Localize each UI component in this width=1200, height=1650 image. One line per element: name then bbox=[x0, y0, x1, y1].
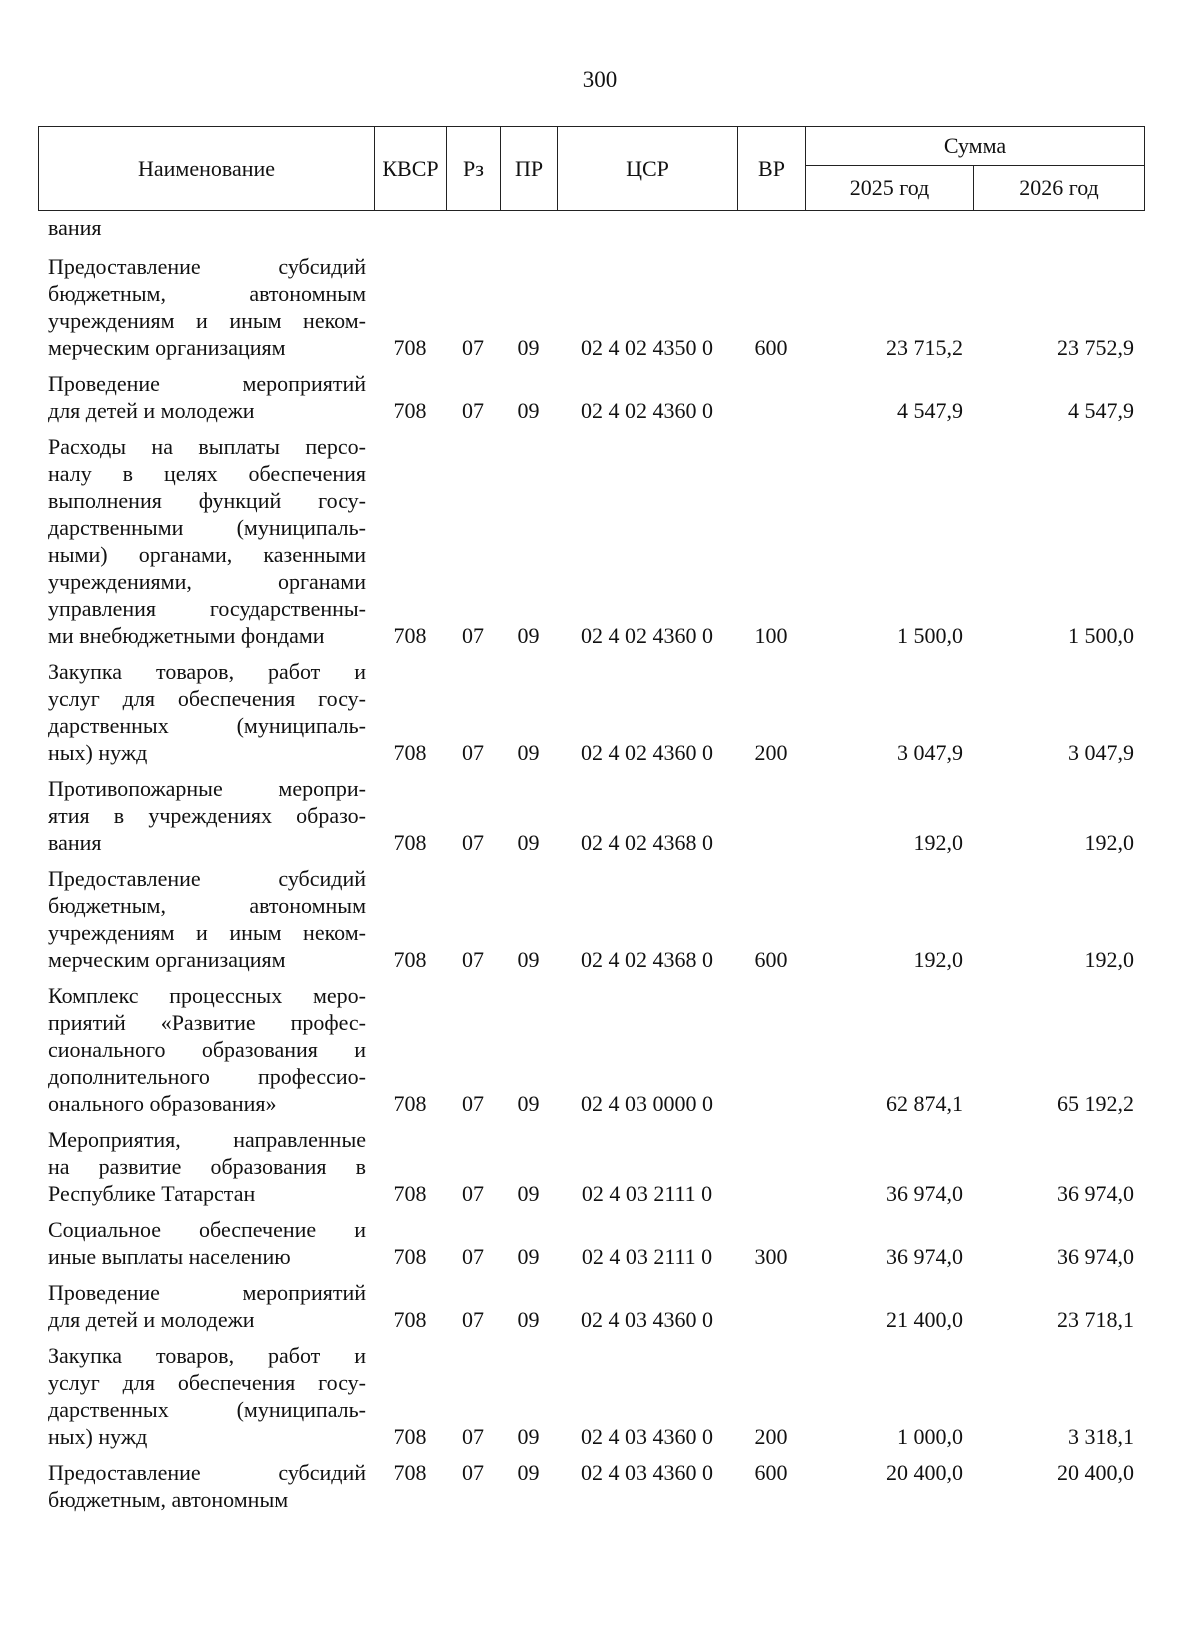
table-row bbox=[38, 1279, 1144, 1342]
row-kvsr: 708 bbox=[393, 335, 427, 360]
row-name-line: услуг для обеспечения госу- bbox=[48, 1370, 366, 1395]
row-name-line: ми внебюджетными фондами bbox=[48, 623, 325, 648]
row-pr: 09 bbox=[517, 740, 540, 765]
row-amount-2026: 192,0 bbox=[1084, 830, 1134, 855]
row-rz: 07 bbox=[462, 1460, 484, 1485]
row-name-line: налу в целях обеспечения bbox=[48, 461, 366, 486]
row-name bbox=[38, 253, 374, 370]
row-pr: 09 bbox=[517, 1244, 540, 1269]
continuation-text: вания bbox=[48, 215, 102, 240]
row-rz: 07 bbox=[462, 1424, 484, 1449]
table-row bbox=[38, 775, 1144, 865]
row-rz: 07 bbox=[462, 335, 484, 360]
row-amount-2026: 23 752,9 bbox=[1057, 335, 1134, 360]
row-kvsr: 708 bbox=[393, 1307, 427, 1332]
row-kvsr: 708 bbox=[393, 1181, 427, 1206]
row-kvsr: 708 bbox=[393, 740, 427, 765]
row-name bbox=[38, 775, 374, 865]
row-pr: 09 bbox=[517, 830, 540, 855]
row-csr: 02 4 03 2111 0 bbox=[581, 1244, 713, 1269]
row-kvsr: 708 bbox=[393, 1424, 427, 1449]
table-row bbox=[38, 433, 1144, 658]
header-kvsr: КВСР bbox=[375, 127, 447, 211]
row-kvsr: 708 bbox=[393, 830, 427, 855]
row-name-line: для детей и молодежи bbox=[48, 1307, 255, 1332]
row-amount-2026: 1 500,0 bbox=[1068, 623, 1134, 648]
row-vr: 600 bbox=[754, 947, 788, 972]
table-row bbox=[38, 865, 1144, 982]
row-name-line: учреждениям и иным неком- bbox=[48, 308, 366, 333]
header-csr: ЦСР bbox=[558, 127, 738, 211]
row-amount-2025: 1 500,0 bbox=[897, 623, 963, 648]
row-name bbox=[38, 1279, 374, 1342]
table-row bbox=[38, 1216, 1144, 1279]
row-amount-2025: 3 047,9 bbox=[897, 740, 963, 765]
row-csr: 02 4 02 4368 0 bbox=[581, 830, 713, 855]
row-amount-2026: 65 192,2 bbox=[1057, 1091, 1134, 1116]
row-kvsr: 708 bbox=[393, 398, 427, 423]
row-vr: 200 bbox=[754, 740, 788, 765]
row-name-line: Расходы на выплаты персо- bbox=[48, 434, 366, 459]
row-pr: 09 bbox=[517, 398, 540, 423]
row-pr: 09 bbox=[517, 1091, 540, 1116]
table-row bbox=[38, 253, 1144, 370]
row-pr: 09 bbox=[517, 335, 540, 360]
row-name-line: выполнения функций госу- bbox=[48, 488, 366, 513]
row-pr: 09 bbox=[517, 1181, 540, 1206]
row-vr bbox=[737, 775, 805, 865]
row-vr: 300 bbox=[754, 1244, 788, 1269]
row-rz: 07 bbox=[462, 1091, 484, 1116]
row-name-line: дополнительного профессио- bbox=[48, 1064, 366, 1089]
row-rz: 07 bbox=[462, 947, 484, 972]
row-name-line: бюджетным, автономным bbox=[48, 893, 366, 918]
row-pr: 09 bbox=[517, 1424, 540, 1449]
row-name-line: Комплекс процессных меро- bbox=[48, 983, 366, 1008]
row-name-line: дарственных (муниципаль- bbox=[48, 1397, 366, 1422]
row-name-line: Мероприятия, направленные bbox=[48, 1127, 366, 1152]
header-year-2025: 2025 год bbox=[806, 166, 974, 211]
row-name bbox=[38, 658, 374, 775]
row-csr: 02 4 02 4350 0 bbox=[581, 335, 713, 360]
row-name-line: Республике Татарстан bbox=[48, 1181, 256, 1206]
row-vr bbox=[737, 1126, 805, 1216]
row-name-line: для детей и молодежи bbox=[48, 398, 255, 423]
row-name-line: ных) нужд bbox=[48, 740, 148, 765]
row-kvsr: 708 bbox=[393, 1460, 427, 1485]
table-row bbox=[38, 370, 1144, 433]
row-amount-2025: 23 715,2 bbox=[886, 335, 963, 360]
row-vr bbox=[737, 1279, 805, 1342]
row-amount-2025: 4 547,9 bbox=[897, 398, 963, 423]
row-name-line: приятий «Развитие профес- bbox=[48, 1010, 366, 1035]
row-name-line: Проведение мероприятий bbox=[48, 1280, 366, 1305]
header-name: Наименование bbox=[39, 127, 375, 211]
row-vr: 200 bbox=[754, 1424, 788, 1449]
table-row bbox=[38, 1126, 1144, 1216]
row-rz: 07 bbox=[462, 740, 484, 765]
table-row bbox=[38, 982, 1144, 1126]
row-amount-2025: 1 000,0 bbox=[897, 1424, 963, 1449]
budget-table-body bbox=[38, 214, 1144, 1513]
row-name-line: Проведение мероприятий bbox=[48, 371, 366, 396]
row-rz: 07 bbox=[462, 1181, 484, 1206]
row-amount-2025: 21 400,0 bbox=[886, 1307, 963, 1332]
page-number: 300 bbox=[582, 67, 618, 92]
row-name-line: Предоставление субсидий bbox=[48, 1460, 366, 1485]
row-name-line: сионального образования и bbox=[48, 1037, 366, 1062]
row-amount-2025: 62 874,1 bbox=[886, 1091, 963, 1116]
row-name-line: ных) нужд bbox=[48, 1424, 148, 1449]
row-name-line: ными) органами, казенными bbox=[48, 542, 366, 567]
row-rz: 07 bbox=[462, 1307, 484, 1332]
row-name bbox=[38, 1216, 374, 1279]
header-sum: Сумма bbox=[806, 127, 1145, 166]
row-amount-2026: 20 400,0 bbox=[1057, 1460, 1134, 1485]
row-amount-2026: 3 318,1 bbox=[1068, 1424, 1134, 1449]
row-vr: 100 bbox=[754, 623, 788, 648]
row-name bbox=[38, 370, 374, 433]
row-amount-2025: 36 974,0 bbox=[886, 1244, 963, 1269]
table-row bbox=[38, 1459, 1144, 1513]
row-name bbox=[38, 433, 374, 658]
row-name-line: Закупка товаров, работ и bbox=[48, 1343, 366, 1368]
row-name-line: Социальное обеспечение и bbox=[48, 1217, 366, 1242]
row-name bbox=[38, 865, 374, 982]
row-kvsr: 708 bbox=[393, 623, 427, 648]
row-vr bbox=[737, 982, 805, 1126]
row-name bbox=[38, 1459, 374, 1513]
row-vr bbox=[737, 370, 805, 433]
row-vr: 600 bbox=[754, 335, 788, 360]
row-name-line: вания bbox=[48, 830, 102, 855]
row-name-line: учреждениям и иным неком- bbox=[48, 920, 366, 945]
row-name-line: Предоставление субсидий bbox=[48, 866, 366, 891]
table-row bbox=[38, 658, 1144, 775]
row-name-line: услуг для обеспечения госу- bbox=[48, 686, 366, 711]
row-amount-2025: 192,0 bbox=[913, 830, 963, 855]
header-vr: ВР bbox=[738, 127, 806, 211]
row-kvsr: 708 bbox=[393, 1091, 427, 1116]
row-name-line: мерческим организациям bbox=[48, 947, 286, 972]
row-name-line: бюджетным, автономным bbox=[48, 281, 366, 306]
row-name-line: Противопожарные меропри- bbox=[48, 776, 366, 801]
row-pr: 09 bbox=[517, 1460, 540, 1485]
row-name-line: управления государственны- bbox=[48, 596, 366, 621]
table-header bbox=[38, 126, 1145, 211]
row-amount-2026: 36 974,0 bbox=[1057, 1244, 1134, 1269]
row-amount-2026: 3 047,9 bbox=[1068, 740, 1134, 765]
row-pr: 09 bbox=[517, 623, 540, 648]
row-csr: 02 4 03 4360 0 bbox=[581, 1460, 713, 1485]
row-name-line: на развитие образования в bbox=[48, 1154, 366, 1179]
row-name bbox=[38, 1126, 374, 1216]
row-csr: 02 4 02 4368 0 bbox=[581, 947, 713, 972]
row-amount-2025: 192,0 bbox=[913, 947, 963, 972]
row-amount-2025: 20 400,0 bbox=[886, 1460, 963, 1485]
row-name-line: мерческим организациям bbox=[48, 335, 286, 360]
row-csr: 02 4 02 4360 0 bbox=[581, 623, 713, 648]
header-year-2026: 2026 год bbox=[974, 166, 1145, 211]
row-csr: 02 4 02 4360 0 bbox=[581, 398, 713, 423]
row-csr: 02 4 03 0000 0 bbox=[581, 1091, 713, 1116]
row-csr: 02 4 03 4360 0 bbox=[581, 1424, 713, 1449]
row-name-line: бюджетным, автономным bbox=[48, 1487, 289, 1512]
row-name-line: учреждениями, органами bbox=[48, 569, 366, 594]
row-name-line: онального образования» bbox=[48, 1091, 277, 1116]
row-name bbox=[38, 1342, 374, 1459]
table-row bbox=[38, 1342, 1144, 1459]
row-name-line: Закупка товаров, работ и bbox=[48, 659, 366, 684]
row-amount-2026: 23 718,1 bbox=[1057, 1307, 1134, 1332]
row-name-line: ятия в учреждениях образо- bbox=[48, 803, 366, 828]
row-rz: 07 bbox=[462, 623, 484, 648]
row-csr: 02 4 03 2111 0 bbox=[581, 1181, 713, 1206]
row-vr: 600 bbox=[754, 1460, 788, 1485]
row-name-line: дарственных (муниципаль- bbox=[48, 713, 366, 738]
row-amount-2026: 192,0 bbox=[1084, 947, 1134, 972]
row-rz: 07 bbox=[462, 1244, 484, 1269]
row-rz: 07 bbox=[462, 398, 484, 423]
row-name-line: Предоставление субсидий bbox=[48, 254, 366, 279]
row-pr: 09 bbox=[517, 1307, 540, 1332]
header-rz: Рз bbox=[447, 127, 501, 211]
row-name bbox=[38, 982, 374, 1126]
row-pr: 09 bbox=[517, 947, 540, 972]
row-kvsr: 708 bbox=[393, 947, 427, 972]
row-rz: 07 bbox=[462, 830, 484, 855]
row-name-line: дарственными (муниципаль- bbox=[48, 515, 366, 540]
row-name-line: иные выплаты населению bbox=[48, 1244, 291, 1269]
row-amount-2026: 4 547,9 bbox=[1068, 398, 1134, 423]
row-amount-2026: 36 974,0 bbox=[1057, 1181, 1134, 1206]
row-amount-2025: 36 974,0 bbox=[886, 1181, 963, 1206]
row-csr: 02 4 03 4360 0 bbox=[581, 1307, 713, 1332]
header-pr: ПР bbox=[501, 127, 558, 211]
row-kvsr: 708 bbox=[393, 1244, 427, 1269]
row-csr: 02 4 02 4360 0 bbox=[581, 740, 713, 765]
